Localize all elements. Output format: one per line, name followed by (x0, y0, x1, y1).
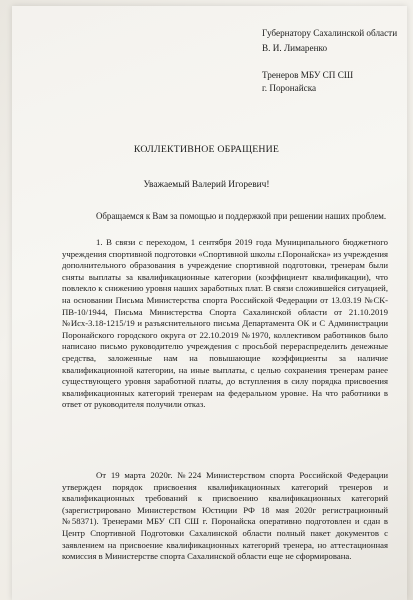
greeting: Уважаемый Валерий Игоревич! (143, 180, 270, 190)
recipient-line-2: В. И. Лимаренко (262, 43, 328, 53)
intro-paragraph: Обращаемся к Вам за помощью и поддержкой при решении наших проблем. (96, 211, 387, 221)
document-title: КОЛЛЕКТИВНОЕ ОБРАЩЕНИЕ (133, 144, 280, 155)
sender-line-2: г. Поронайска (262, 83, 317, 93)
paragraph-1: 1. В связи с переходом, 1 сентября 2019 года Муниципального бюджетного учреждения спортивной подготовки «Спортивной школы г.Поронайска» из учреждения дополнительного образования в учреждение спортивной подготовки, тренерам были сняты выплаты за квалификационные категории (коэффициент квалификации), что повлекло к снижению уровня наших заработных плат. В связи сложившейся ситуацией, на основании Письма Министерства спорта Российской Федерации от 13.03.19 №СК-ПВ-10/1944, Письма Министерства Спорта Сахалинской области от 21.10.2019 №Исх-3.18-1215/19 и разъяснительного письма Департамента ОК и С Администрации Поронайского городского округа от 22.10.2019 №1970, коллективом работников было написано письмо руководителю учреждения с просьбой перераспределить денежные средства, заложенные нам на повышающие коэффициенты за наличие квалификационной категории, на иные выплаты, с целью сохранения тренерам ранее существующего уровня заработной платы, до вступления в силу порядка присвоения квалификационных категорий тренерам на федеральном уровне. На что работники в ответ от руководителя получили отказ. (62, 237, 388, 410)
recipient-line-1: Губернатору Сахалинской области (262, 28, 398, 38)
sender-line-1: Тренеров МБУ СП СШ (262, 70, 354, 80)
paragraph-2: От 19 марта 2020г. №224 Министерством спорта Российской Федерации утвержден порядок присвоения квалификационных категорий тренеров и квалификационных требований к присвоению квалификационных категорий (зарегистрировано Министерством Юстиции РФ 18 мая 2020г регистрационный №58371). Тренерами МБУ СП СШ г. Поронайска оперативно подготовлен и сдан в Центр Спортивной Подготовки Сахалинской области полный пакет документов с заявлением на присвоение квалификационных категорий тренера, но аттестационная комиссия в Министерстве спорта Сахалинской области еще не сформирована. (62, 470, 388, 562)
